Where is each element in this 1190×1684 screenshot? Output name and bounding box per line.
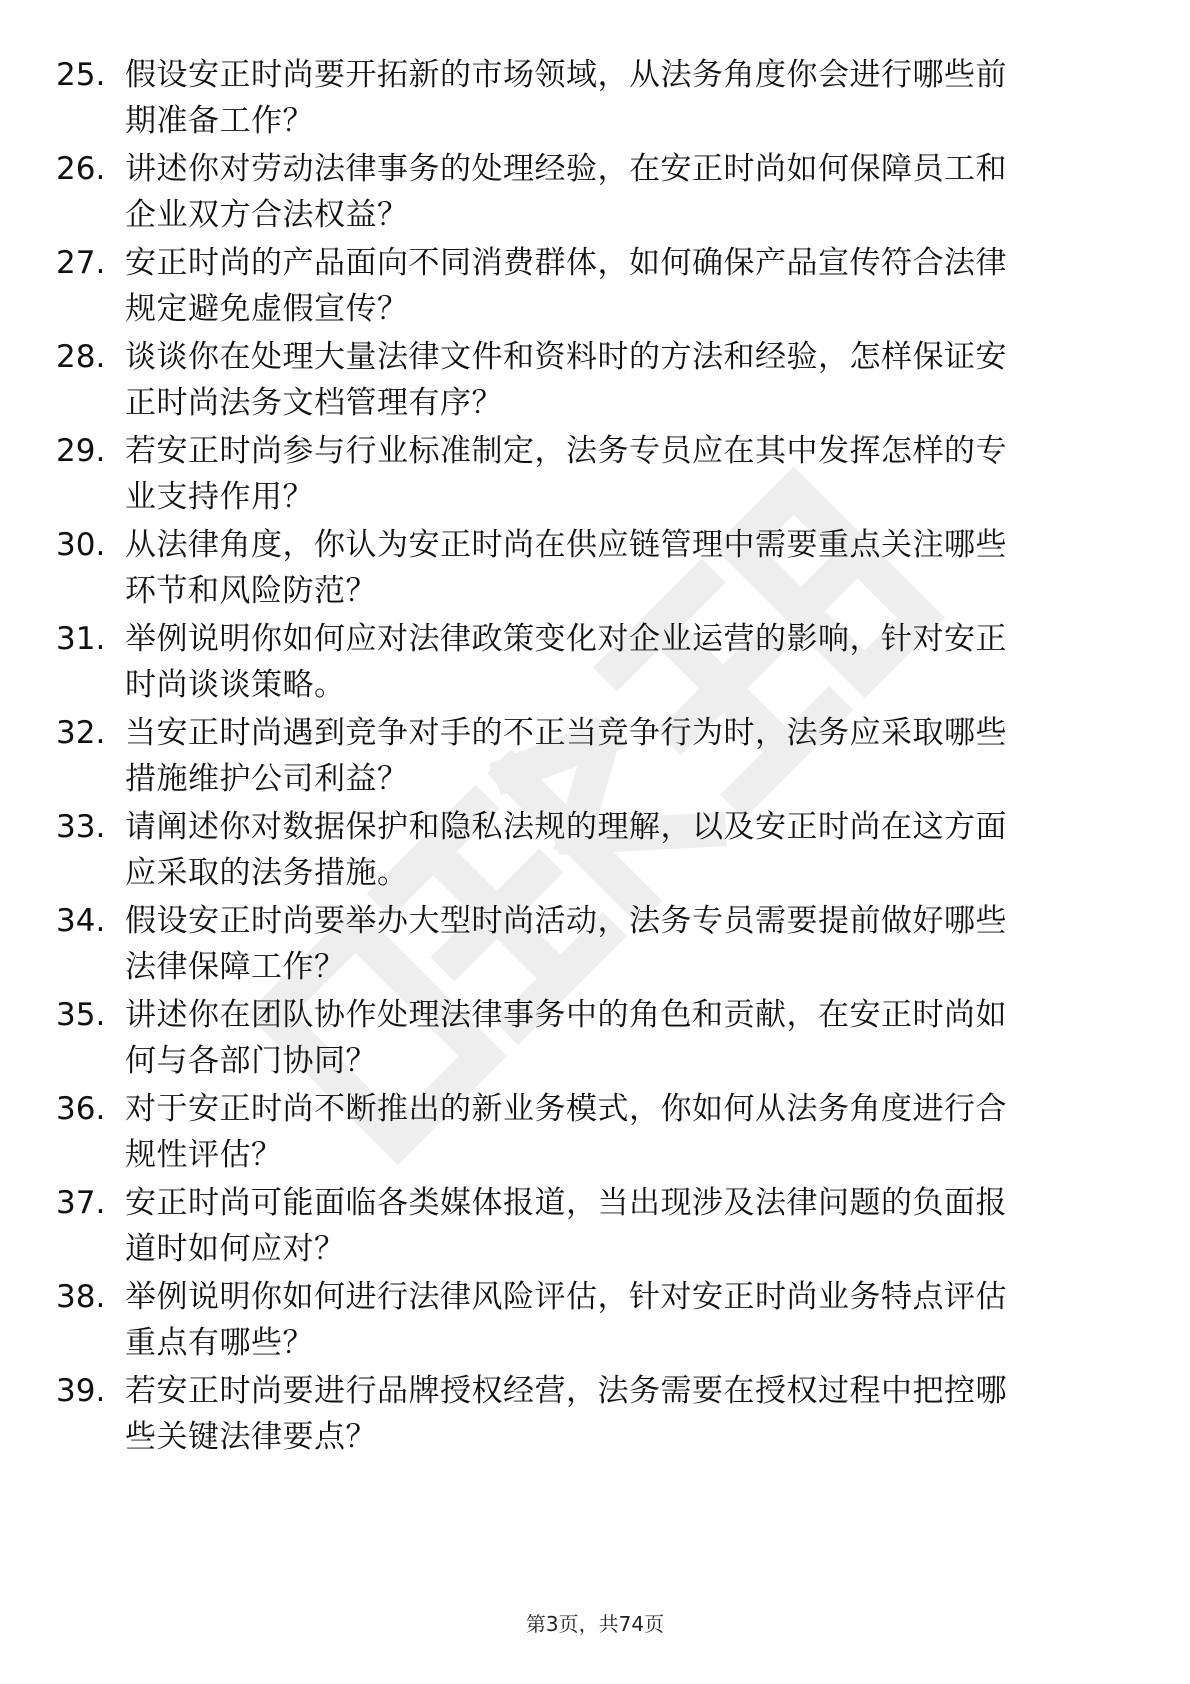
question-line: 时尚谈谈策略。 [125, 667, 346, 703]
question-number: 38. [56, 1279, 106, 1315]
question-line: 假设安正时尚要开拓新的市场领域，从法务角度你会进行哪些前 [125, 57, 1007, 93]
question-number: 25. [56, 57, 106, 93]
question-text [125, 616, 1125, 708]
list-item [56, 146, 1136, 242]
page-number-label: 第3页，共74页 [525, 1612, 665, 1636]
question-text [125, 992, 1125, 1084]
question-number: 30. [56, 527, 106, 563]
question-number: 39. [56, 1373, 106, 1409]
list-item [56, 334, 1136, 430]
question-number: 34. [56, 903, 106, 939]
question-number: 28. [56, 339, 106, 375]
question-number: 31. [56, 621, 106, 657]
question-number: 37. [56, 1185, 106, 1221]
question-line: 举例说明你如何进行法律风险评估，针对安正时尚业务特点评估 [125, 1279, 1007, 1315]
question-text [125, 1086, 1125, 1178]
list-item [56, 1368, 1136, 1464]
question-line: 讲述你在团队协作处理法律事务中的角色和贡献，在安正时尚如 [125, 997, 1007, 1033]
question-line: 业支持作用？ [125, 479, 314, 515]
list-item [56, 898, 1136, 994]
question-text [125, 1274, 1125, 1366]
question-line: 应采取的法务措施。 [125, 855, 409, 891]
list-item [56, 428, 1136, 524]
question-text [125, 710, 1125, 802]
question-text [125, 1180, 1125, 1272]
question-number: 32. [56, 715, 106, 751]
question-text [125, 240, 1125, 332]
question-line: 道时如何应对？ [125, 1231, 346, 1267]
question-number: 29. [56, 433, 106, 469]
question-line: 请阐述你对数据保护和隐私法规的理解，以及安正时尚在这方面 [125, 809, 1007, 845]
question-text [125, 146, 1125, 238]
question-text [125, 52, 1125, 144]
question-line: 当安正时尚遇到竞争对手的不正当竞争行为时，法务应采取哪些 [125, 715, 1007, 751]
list-item [56, 616, 1136, 712]
question-line: 若安正时尚要进行品牌授权经营，法务需要在授权过程中把控哪 [125, 1373, 1007, 1409]
question-line: 讲述你对劳动法律事务的处理经验，在安正时尚如何保障员工和 [125, 151, 1007, 187]
question-line: 举例说明你如何应对法律政策变化对企业运营的影响，针对安正 [125, 621, 1007, 657]
question-line: 从法律角度，你认为安正时尚在供应链管理中需要重点关注哪些 [125, 527, 1007, 563]
question-line: 若安正时尚参与行业标准制定，法务专员应在其中发挥怎样的专 [125, 433, 1007, 469]
question-number: 26. [56, 151, 106, 187]
page-footer [0, 1610, 1190, 1638]
question-text [125, 428, 1125, 520]
list-item [56, 992, 1136, 1088]
question-line: 企业双方合法权益？ [125, 197, 409, 233]
question-number: 35. [56, 997, 106, 1033]
list-item [56, 1180, 1136, 1276]
question-text [125, 804, 1125, 896]
question-line: 规定避免虚假宣传？ [125, 291, 409, 327]
list-item [56, 52, 1136, 148]
list-item [56, 240, 1136, 336]
question-line: 安正时尚可能面临各类媒体报道，当出现涉及法律问题的负面报 [125, 1185, 1007, 1221]
question-text [125, 522, 1125, 614]
question-line: 正时尚法务文档管理有序？ [125, 385, 503, 421]
list-item [56, 1086, 1136, 1182]
question-line: 何与各部门协同？ [125, 1043, 377, 1079]
question-line: 环节和风险防范？ [125, 573, 377, 609]
question-line: 期准备工作？ [125, 103, 314, 139]
list-item [56, 1274, 1136, 1370]
list-item [56, 804, 1136, 900]
question-line: 假设安正时尚要举办大型时尚活动，法务专员需要提前做好哪些 [125, 903, 1007, 939]
question-line: 对于安正时尚不断推出的新业务模式，你如何从法务角度进行合 [125, 1091, 1007, 1127]
question-text [125, 334, 1125, 426]
question-line: 些关键法律要点？ [125, 1419, 377, 1455]
question-number: 27. [56, 245, 106, 281]
question-text [125, 898, 1125, 990]
list-item [56, 710, 1136, 806]
question-number: 33. [56, 809, 106, 845]
question-line: 重点有哪些？ [125, 1325, 314, 1361]
question-line: 规性评估？ [125, 1137, 283, 1173]
question-line: 措施维护公司利益？ [125, 761, 409, 797]
list-item [56, 522, 1136, 618]
question-text [125, 1368, 1125, 1460]
question-line: 法律保障工作？ [125, 949, 346, 985]
question-line: 安正时尚的产品面向不同消费群体，如何确保产品宣传符合法律 [125, 245, 1007, 281]
question-line: 谈谈你在处理大量法律文件和资料时的方法和经验，怎样保证安 [125, 339, 1007, 375]
question-number: 36. [56, 1091, 106, 1127]
